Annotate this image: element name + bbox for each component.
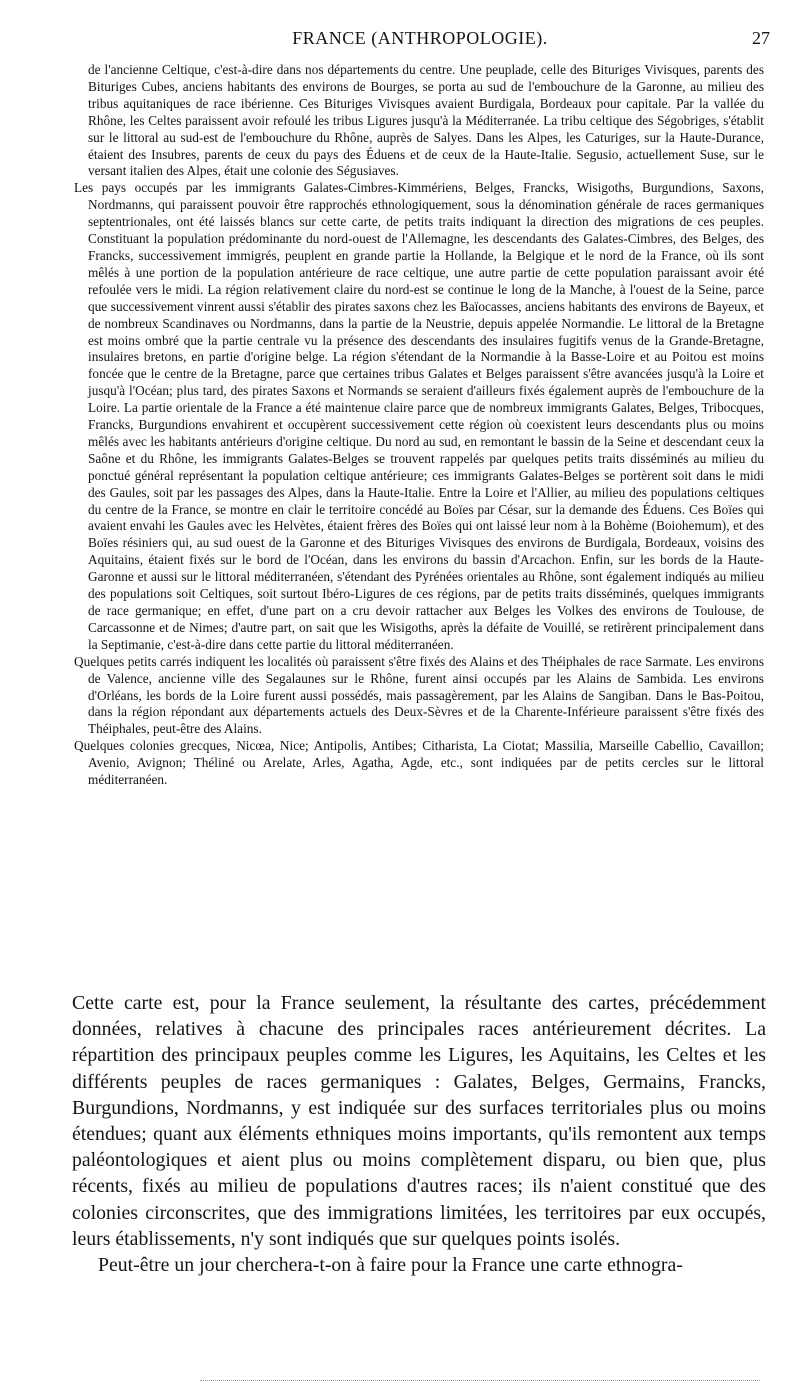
body-paragraph: Cette carte est, pour la France seulement, la résultante des cartes, précédemment données, relatives à chacune des principales races antérieurement décrites. La répartition des principaux peuples comme les Ligures, les Aquitains, les Celtes et les différents peuples de races germaniques : Galates, Belges, Germains, Francks, Burgundions, Nordmanns, y est indiquée sur des surfaces territoriales plus ou moins étendues; quant aux éléments ethniques moins importants, qu'ils remontent aux temps paléontologiques et aient plus ou moins complètement disparu, ou bien que, plus récents, fixés au milieu de populations d'autres races; ils n'aient constitué que des colonies circonscrites, que des immigrations limitées, les territoires par eux occupés, leurs établissements, n'y sont indiqués que sur quelques points isolés. <box>72 992 766 1250</box>
running-title: FRANCE (ANTHROPOLOGIE). <box>292 28 548 48</box>
body-paragraph: Peut-être un jour cherchera-t-on à faire pour la France une carte ethnogra- <box>98 1254 683 1277</box>
note-paragraph: de l'ancienne Celtique, c'est-à-dire dans nos départements du centre. Une peuplade, celle des Bituriges Vivisques, parents des Bituriges Cubes, anciens habitants des environs de Bourges, se porta au sud de l'embouchure de la Garonne, au milieu des tribus aquitaniques de race ibérienne. Ces Bituriges Vivisques avaient Burdigala, Bordeaux pour capitale. Par la vallée du Rhône, les Celtes paraissent avoir refoulé les tribus Ligures jusqu'à la Méditerranée. La tribu celtique des Ségobriges, s'établit sur le littoral au sud-est de l'embouchure du Rhône, auprès de Salyes. Dans les Alpes, les Caturiges, sur la Haute-Durance, étaient des Insubres, parents de ceux du pays des Éduens et de ceux de la Haute-Italie. Segusio, actuellement Suse, sur le versant italien des Alpes, était une colonie des Ségusiaves. <box>88 62 764 179</box>
running-header <box>70 28 770 52</box>
main-text <box>72 990 766 1278</box>
footnote-block <box>74 62 764 789</box>
note-paragraph: Quelques petits carrés indiquent les localités où paraissent s'être fixés des Alains et des Théiphales de race Sarmate. Les environs de Valence, ancienne ville des Segalaunes sur le Rhône, furent ainsi occupés par les Alains de Sambida. Les environs d'Orléans, les bords de la Loire furent aussi possédés, mais passagèrement, par les Alains de Sangiban. Dans le Bas-Poitou, dans la région répondant aux départements actuels des Deux-Sèvres et de la Charente-Inférieure paraissent s'être fixés des Théiphales, peut-être des Alains. <box>74 653 764 737</box>
note-paragraph: Quelques colonies grecques, Nicœa, Nice; Antipolis, Antibes; Citharista, La Ciotat; Massilia, Marseille Cabellio, Cavaillon; Avenio, Avignon; Théliné ou Arelate, Arles, Agatha, Agde, etc., sont indiquées par de petits cercles sur le littoral méditerranéen. <box>74 738 764 788</box>
page-number: 27 <box>752 28 770 48</box>
note-paragraph: Les pays occupés par les immigrants Galates-Cimbres-Kimmériens, Belges, Francks, Wisigoths, Burgundions, Saxons, Nordmanns, qui paraissent pouvoir être rapprochés ethnologiquement, sous la dénomination générale de races germaniques septentrionales, ont été laissés blancs sur cette carte, de petits traits indiquant la direction des migrations de ces peuples. Constituant la population prédominante du nord-ouest de l'Allemagne, les descendants des Galates-Cimbres, des Belges, des Francks, successivement immigrés, peuplent en grande partie la Hollande, la Belgique et le nord de la France, où ils sont mêlés à une portion de la population antérieure de race celtique, une autre partie de cette population paraissant avoir été refoulée vers le midi. La région relativement claire du nord-est se continue le long de la Manche, à l'ouest de la Seine, parce que successivement vinrent aussi s'établir des pirates saxons chez les Baïocasses, anciens habitants des environs de Bayeux, et de nombreux Scandinaves ou Nordmanns, dans la partie de la Neustrie, depuis appelée Normandie. Le littoral de la Bretagne est moins ombré que la partie centrale vu la présence des descendants des insulaires fugitifs venus de la Grande-Bretagne, insulaires bretons, en partie d'origine belge. La région s'étendant de la Normandie à la Basse-Loire et au Poitou est moins foncée que le centre de la Bretagne, parce que certaines tribus Galates et Belges paraissent s'être avancées jusqu'à la Loire et jusqu'à l'Océan; plus tard, des pirates Saxons et Normands se seraient d'ailleurs fixés également auprès de l'embouchure de la Loire. La partie orientale de la France a été maintenue claire parce que de nombreux immigrants Galates, Belges, Tribocques, Francks, Burgundions envahirent et occupèrent successivement cette région où coexistent leurs descendants plus ou moins mêlés avec les habitants antérieurs d'origine celtique. Du nord au sud, en remontant le bassin de la Seine et descendant ceux la Saône et du Rhône, les immigrants Galates-Belges se trouvent rappelés par quelques petits traits disséminés au milieu du ponctué général représentant la population celtique antérieure; ces immigrants Galates-Belges se portèrent soit dans le midi des Gaules, soit par les passages des Alpes, dans la Haute-Italie. Entre la Loire et l'Allier, au milieu des populations celtiques du centre de la France, se montre en clair le territoire concédé au Boïes par César, sur la demande des Éduens. Ces Boïes qui avaient envahi les Gaules avec les Helvètes, étaient frères des Boïes qui ont laissé leur nom à la Bohème (Boiohemum), et des Boïes résiniers qui, au sud ouest de la Garonne et des Bituriges Vivisques des environs de Burdigala, Bordeaux, voisins des Aquitains, étaient fixés sur le bord de l'Océan, dans les environs du bassin d'Arcachon. Enfin, sur les bords de la Haute-Garonne et aussi sur le littoral méditerranéen, s'étendant des Pyrénées orientales au Rhône, sont également indiqués au milieu des populations soit Celtiques, soit surtout Ibéro-Ligures de ces régions, par de petits traits disséminés, quelques immigrants de race germanique; en effet, d'une part on a cru devoir rattacher aux Belges les Volkes des environs de Toulouse, de Carcassonne et de Nimes; d'autre part, on sait que les Wisigoths, après la défaite de Vouillé, se retirèrent principalement dans la Septimanie, c'est-à-dire dans cette partie du littoral méditerranéen. <box>74 180 764 652</box>
page-divider <box>200 1380 760 1383</box>
